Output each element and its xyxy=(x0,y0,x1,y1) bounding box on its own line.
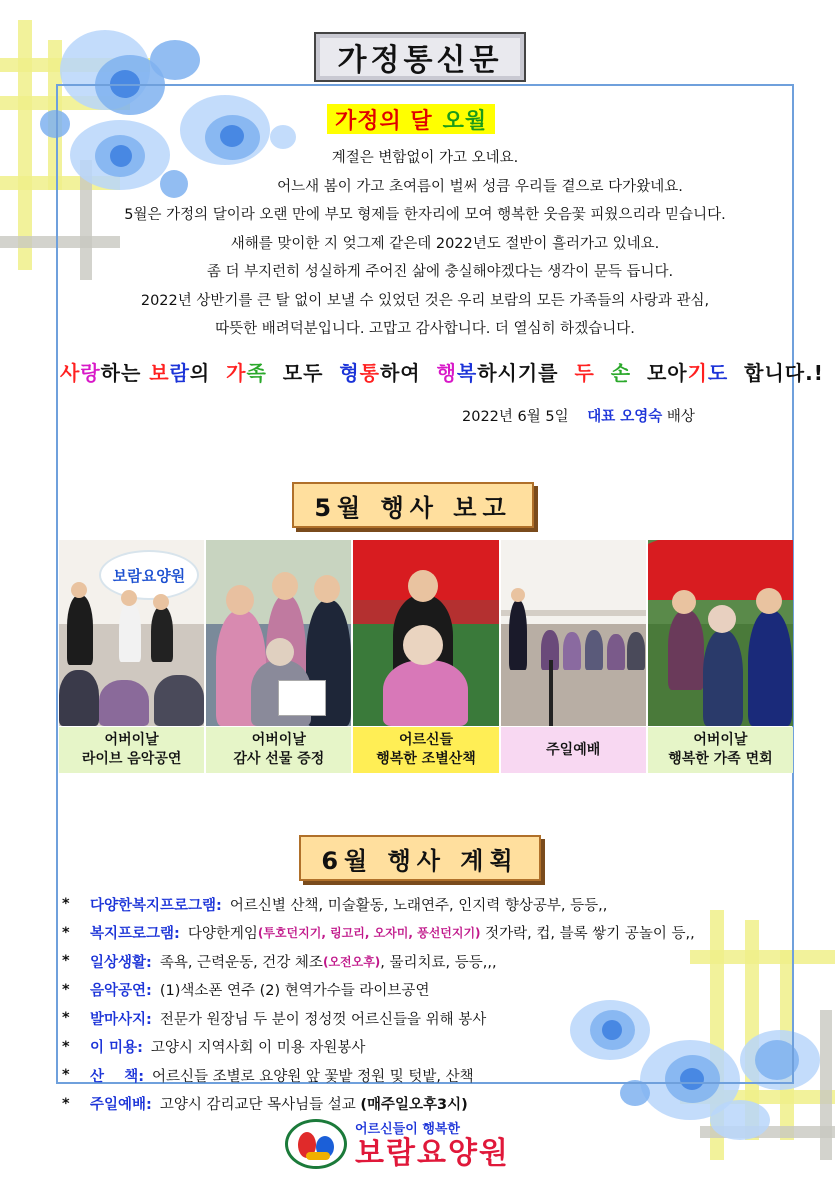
plan-item xyxy=(62,947,782,976)
caption-line: 주일예배 xyxy=(546,741,601,758)
plan-text: 어르신들 조별로 요양원 앞 꽃밭 정원 및 텃밭, 산책 xyxy=(152,1068,474,1085)
prayer-segment: 복 xyxy=(456,361,478,385)
plan-item xyxy=(62,890,782,919)
prayer-segment: 두 xyxy=(574,361,611,385)
subtitle-banner xyxy=(327,104,495,134)
event-caption xyxy=(59,727,204,773)
plan-bullet: * xyxy=(62,981,70,998)
caption-line: 행복한 조별산책 xyxy=(376,751,476,767)
plan-text: (1)색소폰 연주 (2) 현역가수들 라이브공연 xyxy=(159,983,430,1000)
prayer-segment: 하시기를 xyxy=(477,361,575,385)
plan-note: (오전오후) xyxy=(322,954,381,969)
logo-name: 보람요양원 xyxy=(355,1135,510,1171)
prayer-segment: 기 xyxy=(687,361,708,385)
photo-sunday-service xyxy=(501,540,646,726)
plan-text: 어르신별 산책, 미술활동, 노래연주, 인지력 향상공부, 등등,, xyxy=(229,897,608,914)
plan-bullet: * xyxy=(62,896,70,913)
june-plan-list xyxy=(62,890,782,1118)
plan-label: 발마사지: xyxy=(90,1011,152,1028)
plan-bullet: * xyxy=(62,1067,70,1084)
letter-line: 따뜻한 배려덕분입니다. 고맙고 감사합니다. 더 열심히 하겠습니다. xyxy=(215,321,635,337)
photo-gift-ceremony xyxy=(206,540,351,726)
photo-sign: 보람요양원 xyxy=(99,550,199,600)
plan-note: (투호던지기, 링고리, 오자미, 풍선던지기) xyxy=(257,926,481,941)
logo-icon xyxy=(285,1119,347,1169)
representative-name: 대표 오영숙 xyxy=(587,409,663,425)
prayer-segment: 사 xyxy=(60,361,81,385)
letter-line: 2022년 상반기를 큰 탈 없이 보낼 수 있었던 것은 우리 보람의 모든 가족들의 사랑과 관심, xyxy=(140,292,710,309)
subtitle-month: 오월 xyxy=(442,108,488,134)
closing-prayer xyxy=(60,357,824,386)
plan-bullet: * xyxy=(62,1010,70,1027)
caption-line: 행복한 가족 면회 xyxy=(668,751,773,767)
prayer-segment: 행 xyxy=(436,361,457,385)
prayer-segment: 람 xyxy=(169,361,190,385)
plan-label: 산 책: xyxy=(90,1068,145,1085)
page-title: 가정통신문 xyxy=(314,32,526,82)
caption-line: 어르신들 xyxy=(398,732,454,748)
plan-item xyxy=(62,919,782,948)
caption-line: 라이브 음악공연 xyxy=(81,751,182,767)
photo-group-walk xyxy=(353,540,498,726)
letter-date: 2022년 6월 5일 xyxy=(462,409,569,425)
letter-line: 어느새 봄이 가고 초여름이 벌써 성큼 우리들 곁으로 다가왔네요. xyxy=(277,178,683,195)
plan-bullet: * xyxy=(62,924,70,941)
subtitle-text: 가정의 달 xyxy=(335,108,433,134)
letter-line: 새해를 맞이한 지 엊그제 같은데 2022년도 절반이 흘러가고 있네요. xyxy=(230,235,660,252)
prayer-segment: 합니다.! xyxy=(744,361,824,385)
prayer-segment: 도 xyxy=(707,361,745,385)
plan-item xyxy=(62,1061,782,1090)
plan-bullet: * xyxy=(62,1038,70,1055)
event-caption xyxy=(206,727,351,773)
plan-text: 고양시 지역사회 이 미용 자원봉사 xyxy=(150,1040,366,1057)
signoff xyxy=(462,405,695,426)
letter-line: 계절은 변함없이 가고 오네요. xyxy=(331,150,519,166)
plan-label: 다양한복지프로그램: xyxy=(90,897,222,914)
plan-bullet: * xyxy=(62,953,70,970)
caption-line: 감사 선물 증정 xyxy=(233,751,325,767)
closing-word: 배상 xyxy=(666,409,695,425)
plan-label: 복지프로그램: xyxy=(90,926,180,943)
prayer-segment: 하는 xyxy=(100,361,150,385)
prayer-segment: 통 xyxy=(359,361,380,385)
prayer-segment: 가 xyxy=(226,361,247,385)
plan-item xyxy=(62,1090,782,1119)
letter-line: 좀 더 부지런히 성실하게 주어진 삶에 충실해야겠다는 생각이 문득 듭니다. xyxy=(206,264,674,280)
event-caption xyxy=(648,727,793,773)
prayer-segment: 모아 xyxy=(646,361,688,385)
plan-label: 이 미용: xyxy=(90,1040,143,1057)
plan-text: 전문가 원장님 두 분이 정성껏 어르신들을 위해 봉사 xyxy=(159,1011,487,1028)
facility-logo xyxy=(285,1116,555,1172)
prayer-segment: 의 xyxy=(189,361,227,385)
prayer-segment: 랑 xyxy=(80,361,101,385)
prayer-segment: 모두 xyxy=(282,361,340,385)
plan-text: 다양한게임 xyxy=(187,926,258,943)
june-plan-heading: 6월 행사 계획 xyxy=(299,835,541,881)
plan-label: 주일예배: xyxy=(90,1097,152,1114)
logo-tagline: 어르신들이 행복한 xyxy=(355,1121,460,1137)
caption-line: 어버이날 xyxy=(104,732,159,748)
caption-line: 어버이날 xyxy=(693,732,748,748)
plan-item xyxy=(62,1033,782,1062)
caption-line: 어버이날 xyxy=(251,732,306,748)
plan-tail: (매주일오후3시) xyxy=(360,1097,468,1114)
event-captions xyxy=(59,727,793,773)
event-photo-strip xyxy=(59,540,793,726)
plan-tail: 젓가락, 컵, 블록 쌓기 공놀이 등,, xyxy=(480,926,695,943)
prayer-segment: 형 xyxy=(339,361,360,385)
prayer-segment: 보 xyxy=(149,361,170,385)
may-report-heading: 5월 행사 보고 xyxy=(292,482,534,528)
greeting-letter xyxy=(60,144,790,344)
plan-tail: , 물리치료, 등등,,, xyxy=(380,954,497,971)
plan-label: 음악공연: xyxy=(90,983,152,1000)
plan-text: 고양시 감리교단 목사님들 설교 xyxy=(159,1097,361,1114)
prayer-segment: 하여 xyxy=(379,361,437,385)
plan-label: 일상생활: xyxy=(90,954,152,971)
photo-music-concert xyxy=(59,540,204,726)
event-caption xyxy=(353,727,498,773)
plan-item xyxy=(62,1004,782,1033)
event-caption xyxy=(501,727,646,773)
photo-family-visit xyxy=(648,540,793,726)
plan-text: 족욕, 근력운동, 건강 체조 xyxy=(159,954,323,971)
letter-line: 5월은 가정의 달이라 오랜 만에 부모 형제들 한자리에 모여 행복한 웃음꽃 피웠으리라 믿습니다. xyxy=(124,207,726,223)
plan-item xyxy=(62,976,782,1005)
prayer-segment: 족 xyxy=(246,361,283,385)
plan-bullet: * xyxy=(62,1095,70,1112)
prayer-segment: 손 xyxy=(610,361,647,385)
